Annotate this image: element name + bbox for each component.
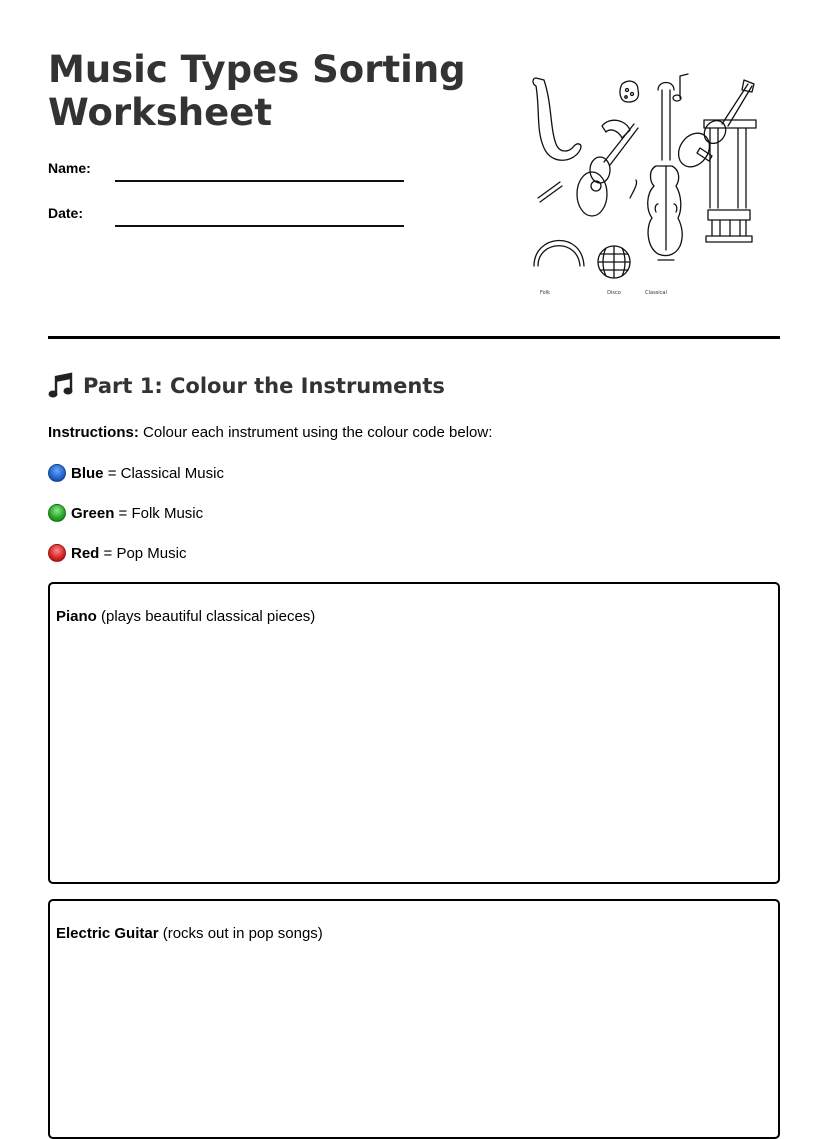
box-label <box>56 925 323 942</box>
caption-disco: Disco <box>607 290 621 296</box>
blue-circle-icon <box>48 464 66 482</box>
musical-instruments-illustration-icon <box>530 70 760 300</box>
caption-classical: Classical <box>645 290 667 296</box>
legend-row-red <box>48 544 186 562</box>
title-line-2: Worksheet <box>48 91 273 134</box>
instrument-name: Piano <box>56 608 97 625</box>
section-divider <box>48 336 780 339</box>
green-circle-icon <box>48 504 66 522</box>
date-field[interactable] <box>115 225 404 227</box>
legend-row-green <box>48 504 203 522</box>
part1-heading <box>48 372 445 400</box>
instructions <box>48 424 492 441</box>
instructions-text: Colour each instrument using the colour code below: <box>143 424 493 441</box>
name-field[interactable] <box>115 180 404 182</box>
music-note-icon <box>48 372 74 400</box>
worksheet-page <box>48 0 780 1118</box>
instrument-description: (plays beautiful classical pieces) <box>101 608 316 625</box>
instructions-label: Instructions: <box>48 424 139 441</box>
date-label: Date: <box>48 205 84 221</box>
legend-meaning: = Classical Music <box>107 464 224 482</box>
legend-color-name: Green <box>71 504 115 522</box>
coloring-box-piano[interactable] <box>48 582 780 884</box>
legend-color-name: Red <box>71 544 100 562</box>
legend-meaning: = Folk Music <box>118 504 204 522</box>
legend-row-blue <box>48 464 224 482</box>
name-label: Name: <box>48 160 91 176</box>
box-label <box>56 608 315 625</box>
instrument-description: (rocks out in pop songs) <box>162 925 323 942</box>
coloring-box-electric-guitar[interactable] <box>48 899 780 1139</box>
caption-folk: Folk <box>539 290 551 296</box>
legend-meaning: = Pop Music <box>103 544 187 562</box>
legend-color-name: Blue <box>71 464 104 482</box>
title-line-1: Music Types Sorting <box>48 48 466 91</box>
red-circle-icon <box>48 544 66 562</box>
page-title <box>48 48 468 134</box>
part1-heading-text: Part 1: Colour the Instruments <box>83 374 445 398</box>
instrument-name: Electric Guitar <box>56 925 159 942</box>
